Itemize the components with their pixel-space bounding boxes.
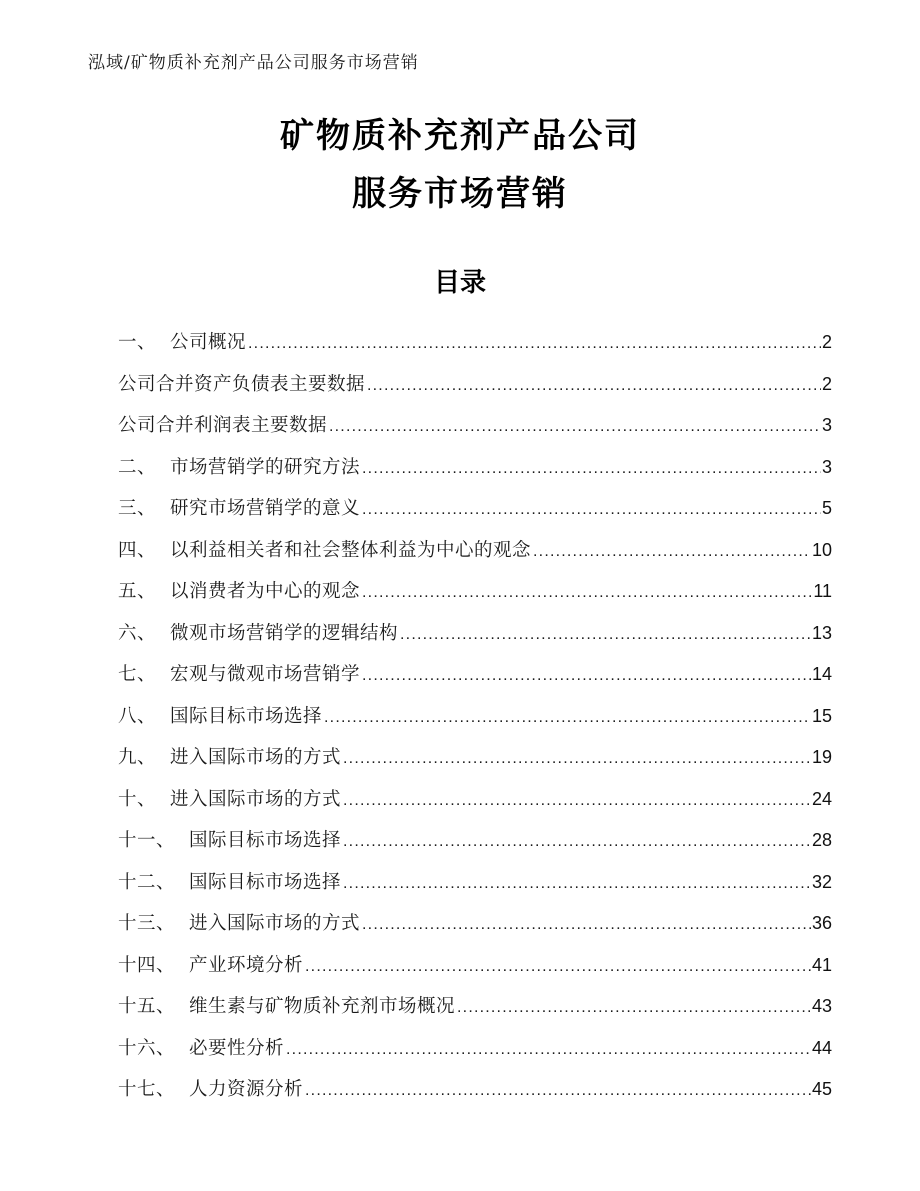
toc-entry-title: 进入国际市场的方式 [189,913,361,934]
toc-dot-leader [343,820,811,863]
toc-entry[interactable] [118,571,832,613]
toc-dot-leader [248,322,821,365]
toc-entry-label [118,1069,303,1111]
toc-entry-number: 十七、 [118,1079,176,1100]
toc-entry[interactable] [118,779,832,821]
toc-entry-number: 十三、 [118,913,176,934]
toc-dot-leader [362,654,811,697]
toc-entry-page-number: 5 [821,498,832,518]
toc-entry-title: 公司合并资产负债表主要数据 [118,373,366,395]
toc-entry-title: 宏观与微观市场营销学 [170,664,361,685]
toc-entry-number: 六、 [118,622,157,644]
toc-entry-title: 以利益相关者和社会整体利益为中心的观念 [170,539,532,561]
toc-entry[interactable] [118,654,832,696]
toc-entry-title: 国际目标市场选择 [189,830,342,851]
toc-dot-leader [286,1028,811,1071]
toc-entry[interactable] [118,903,832,945]
toc-entry-label [118,1028,284,1070]
toc-entry-page-number: 3 [821,415,832,435]
toc-entry-number: 九、 [118,747,157,768]
toc-entry-title: 人力资源分析 [189,1079,304,1100]
toc-entry-label [118,613,398,655]
document-title-line1: 矿物质补充剂产品公司 [280,116,640,156]
toc-entry[interactable] [118,737,832,779]
toc-entry-number: 十六、 [118,1037,176,1059]
toc-entry-page-number: 44 [811,1037,832,1058]
toc-entry[interactable] [118,322,832,364]
toc-entry-label [118,986,455,1028]
document-title-line2: 服务市场营销 [352,174,568,214]
toc-entry-label [118,571,360,613]
toc-entry-title: 公司合并利润表主要数据 [118,415,328,436]
toc-entry-page-number: 3 [821,456,832,477]
toc-entry[interactable] [118,945,832,987]
toc-entry-number: 八、 [118,705,157,727]
toc-dot-leader [362,903,811,946]
toc-entry-title: 进入国际市场的方式 [170,788,342,810]
toc-entry-label [118,322,246,364]
toc-dot-leader [457,986,811,1029]
toc-entry-title: 研究市场营销学的意义 [170,498,361,519]
toc-dot-leader [400,613,811,656]
toc-entry-label [118,945,303,987]
toc-entry-label [118,903,360,945]
toc-entry-title: 微观市场营销学的逻辑结构 [170,622,399,644]
toc-entry-number: 十一、 [118,830,176,851]
toc-entry-label [118,364,365,406]
toc-entry-page-number: 10 [811,539,832,560]
toc-entry[interactable] [118,364,832,406]
toc-entry-page-number: 28 [811,830,832,850]
toc-entry-label [118,488,360,530]
toc-entry[interactable] [118,613,832,655]
toc-entry-page-number: 11 [813,581,832,601]
toc-entry-title: 国际目标市场选择 [189,871,342,893]
toc-list [118,322,832,1111]
toc-entry-label [118,862,341,904]
toc-entry[interactable] [118,405,832,447]
toc-entry-title: 以消费者为中心的观念 [170,581,361,602]
toc-dot-leader [362,488,821,531]
toc-entry-number: 十四、 [118,954,176,976]
toc-dot-leader [343,779,811,822]
toc-entry-title: 市场营销学的研究方法 [170,456,361,478]
toc-dot-leader [324,696,811,739]
toc-entry-number: 七、 [118,664,157,685]
toc-entry-page-number: 36 [811,913,832,933]
toc-entry-label [118,779,341,821]
toc-dot-leader [362,571,812,614]
toc-entry[interactable] [118,1069,832,1111]
toc-entry-page-number: 24 [811,788,832,809]
toc-entry[interactable] [118,862,832,904]
toc-entry[interactable] [118,820,832,862]
toc-entry-number: 一、 [118,332,157,353]
toc-dot-leader [362,447,821,490]
toc-entry[interactable] [118,488,832,530]
toc-entry-page-number: 45 [811,1079,832,1099]
toc-entry-number: 三、 [118,498,157,519]
toc-dot-leader [367,364,821,407]
toc-entry-title: 产业环境分析 [189,954,304,976]
toc-dot-leader [343,862,811,905]
toc-entry-label [118,654,360,696]
toc-entry-page-number: 13 [811,622,832,643]
toc-dot-leader [305,1069,811,1112]
toc-entry-label [118,696,322,738]
toc-entry-title: 进入国际市场的方式 [170,747,342,768]
toc-entry-number: 五、 [118,581,157,602]
toc-entry-number: 十五、 [118,996,176,1017]
toc-dot-leader [343,737,811,780]
toc-dot-leader [329,405,821,448]
toc-entry-label [118,737,341,779]
toc-entry-page-number: 32 [811,871,832,892]
toc-entry[interactable] [118,986,832,1028]
toc-entry-label [118,820,341,862]
toc-entry-page-number: 41 [811,954,832,975]
toc-entry-number: 十二、 [118,871,176,893]
toc-entry-label [118,447,360,489]
toc-entry-page-number: 15 [811,705,832,726]
toc-entry-number: 四、 [118,539,157,561]
toc-entry-title: 国际目标市场选择 [170,705,323,727]
toc-heading: 目录 [433,268,486,298]
toc-entry[interactable] [118,530,832,572]
toc-entry-number: 十、 [118,788,157,810]
toc-entry-title: 公司概况 [170,332,247,353]
toc-dot-leader [305,945,811,988]
toc-entry[interactable] [118,696,832,738]
toc-entry-number: 二、 [118,456,157,478]
toc-dot-leader [533,530,811,573]
toc-entry-title: 必要性分析 [189,1037,285,1059]
toc-entry-page-number: 2 [821,332,832,352]
toc-entry[interactable] [118,447,832,489]
toc-entry-page-number: 43 [811,996,832,1016]
toc-entry-label [118,405,327,447]
toc-entry-page-number: 2 [821,373,832,394]
toc-entry-label [118,530,531,572]
toc-entry-page-number: 14 [811,664,832,684]
document-header-text: 泓域/矿物质补充剂产品公司服务市场营销 [88,53,419,73]
toc-entry[interactable] [118,1028,832,1070]
toc-entry-title: 维生素与矿物质补充剂市场概况 [189,996,456,1017]
toc-entry-page-number: 19 [811,747,832,767]
